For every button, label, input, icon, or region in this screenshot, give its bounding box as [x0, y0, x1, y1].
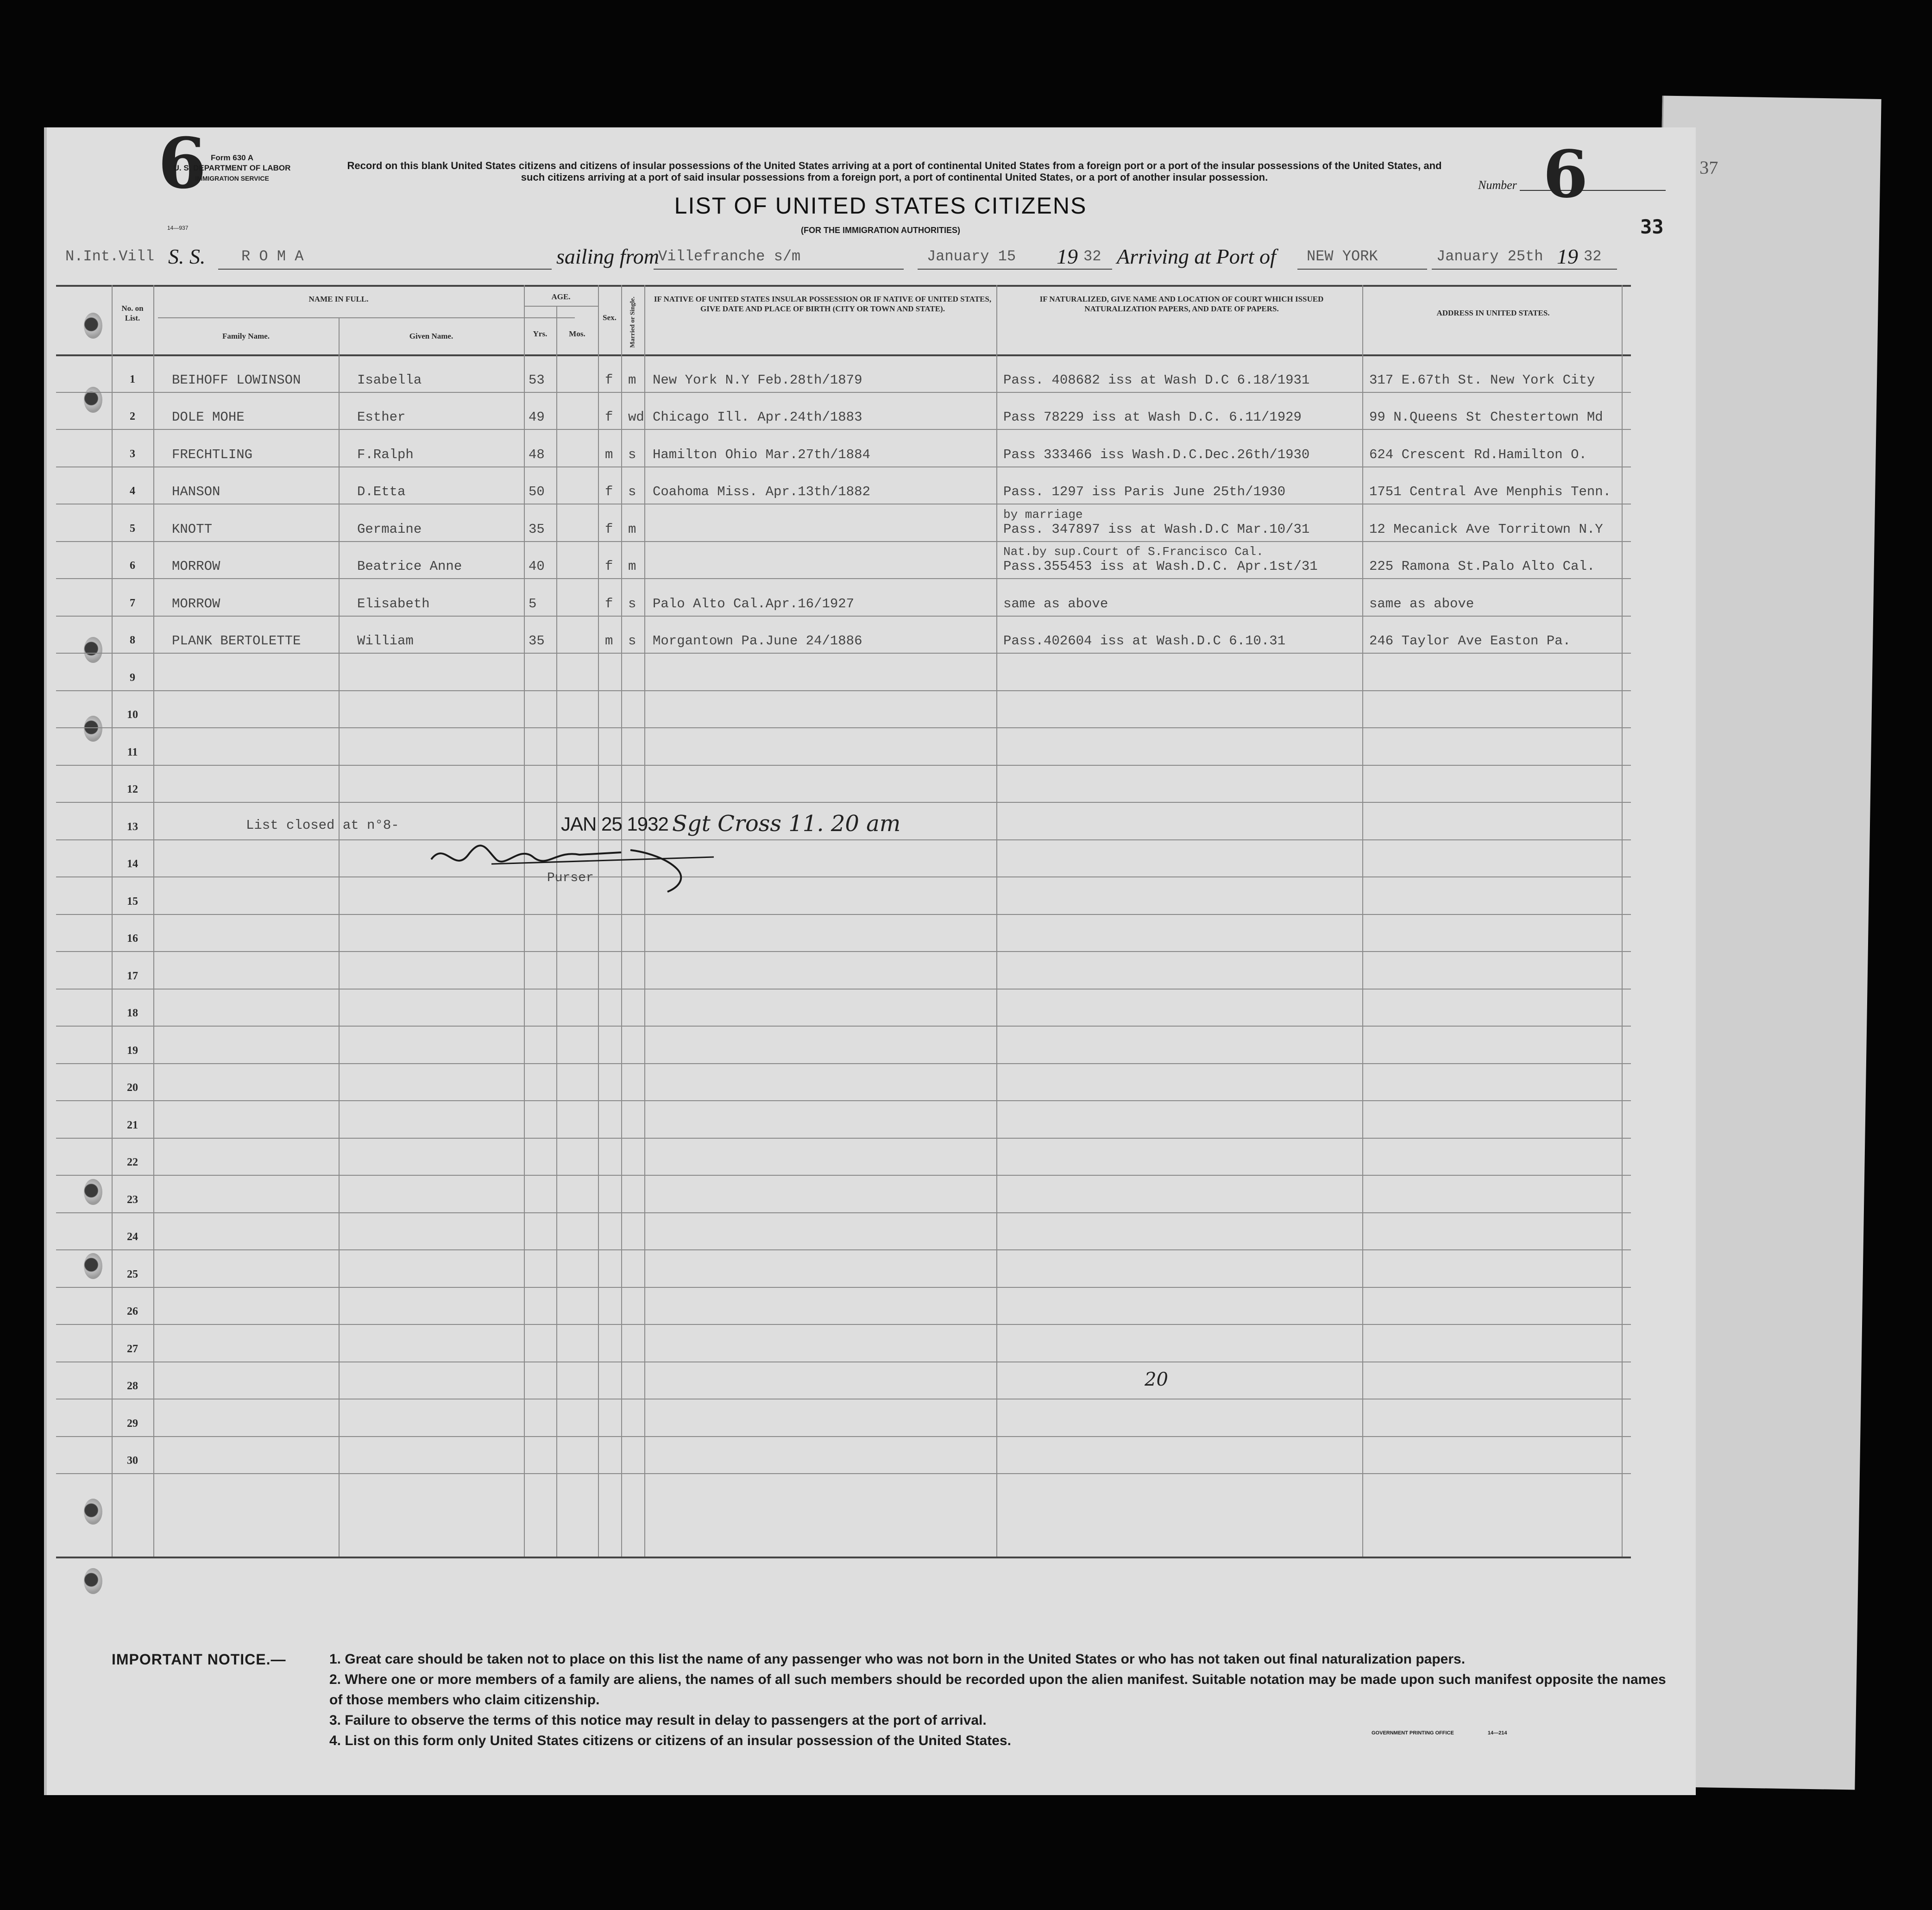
given-name-cell: Beatrice Anne: [357, 559, 462, 574]
stray-mark: 20: [1145, 1369, 1168, 1390]
naturalization-cell: same as above: [1003, 596, 1108, 611]
row-rule: [56, 466, 1631, 467]
list-number: 6: [1543, 137, 1588, 213]
ship-line: [218, 269, 552, 270]
table-bottom-rule: [56, 1557, 1631, 1558]
arrival-date: January 25th: [1436, 248, 1543, 265]
age-years-cell: 53: [529, 372, 545, 388]
address-cell: 246 Taylor Ave Easton Pa.: [1369, 633, 1571, 649]
family-name-cell: PLANK BERTOLETTE: [172, 633, 301, 649]
naturalization-cell: Pass. 347897 iss at Wash.D.C Mar.10/31: [1003, 521, 1310, 537]
row-rule: [56, 1287, 1631, 1288]
col-rule: [556, 306, 557, 1557]
notice-item-1: 1. Great care should be taken not to place on this list the name of any passenger who was not born in the United States or who has not taken out final naturalization papers.: [329, 1652, 1466, 1667]
birth-cell: Palo Alto Cal.Apr.16/1927: [653, 596, 855, 611]
row-number: 12: [127, 783, 138, 795]
row-number: 3: [130, 448, 135, 460]
row-number: 26: [127, 1305, 138, 1317]
arrival-port-line: [1297, 269, 1427, 270]
row-rule: [56, 541, 1631, 542]
row-number: 7: [130, 597, 135, 609]
birth-cell: Chicago Ill. Apr.24th/1883: [653, 410, 862, 425]
row-number: 19: [127, 1044, 138, 1057]
row-number: 22: [127, 1156, 138, 1168]
col-header-age: AGE.: [551, 292, 571, 301]
marital-status-cell: m: [628, 372, 636, 388]
row-number: 6: [130, 560, 135, 572]
sex-cell: f: [605, 372, 613, 388]
naturalization-cell: Pass. 1297 iss Paris June 25th/1930: [1003, 484, 1286, 499]
row-rule: [56, 429, 1631, 430]
department-name: U. S. DEPARTMENT OF LABOR: [173, 164, 291, 172]
arriving-label: Arriving at Port of: [1117, 245, 1276, 268]
row-rule: [56, 1026, 1631, 1027]
record-notice: Record on this blank United States citizens and citizens of insular possessions of the United States arriving at a port of continental United States from a foreign port or a port of the insular possessions of the United States, and such citizens arriving at a port of said insular possessions from a foreign port, a port of continental United States, or a port of another insular possession.: [347, 160, 1442, 183]
sex-cell: m: [605, 447, 613, 462]
ss-label: S. S.: [168, 245, 206, 268]
row-rule: [56, 727, 1631, 728]
row-number: 23: [127, 1193, 138, 1206]
col-rule: [112, 285, 113, 1557]
marital-status-cell: m: [628, 559, 636, 574]
back-sheet-number: 37: [1699, 157, 1718, 178]
list-closed-note: List closed at n°8-: [246, 818, 399, 833]
row-rule: [56, 914, 1631, 915]
row-rule: [56, 1063, 1631, 1064]
row-rule: [56, 1324, 1631, 1325]
depart-date: January 15: [927, 248, 1016, 265]
given-name-cell: William: [357, 633, 414, 649]
row-number: 15: [127, 895, 138, 908]
row-number: 2: [130, 410, 135, 422]
row-rule: [56, 578, 1631, 579]
col-rule: [1622, 285, 1623, 1557]
given-name-cell: Germaine: [357, 521, 422, 537]
family-name-cell: MORROW: [172, 596, 220, 611]
row-number: 27: [127, 1343, 138, 1355]
ship-name: R O M A: [241, 248, 304, 265]
row-number: 25: [127, 1268, 138, 1280]
col-header-no: No. on List.: [121, 304, 144, 322]
sex-cell: f: [605, 410, 613, 425]
row-number: 28: [127, 1380, 138, 1392]
marital-status-cell: s: [628, 633, 636, 649]
form-id: Form 630 A: [211, 153, 253, 162]
row-rule: [56, 690, 1631, 691]
birth-cell: Coahoma Miss. Apr.13th/1882: [653, 484, 870, 499]
age-years-cell: 5: [529, 596, 537, 611]
address-cell: 1751 Central Ave Menphis Tenn.: [1369, 484, 1611, 499]
depart-line: [918, 269, 1112, 270]
col-header-married: Married or Single.: [629, 296, 636, 348]
depart-year: 32: [1083, 248, 1101, 265]
row-number: 1: [130, 373, 135, 385]
row-rule: [56, 839, 1631, 840]
birth-cell: Hamilton Ohio Mar.27th/1884: [653, 447, 870, 462]
row-rule: [56, 392, 1631, 393]
col-header-name: NAME IN FULL.: [308, 295, 369, 303]
row-rule: [56, 1100, 1631, 1101]
from-port-line: [654, 269, 904, 270]
corner-number: 6: [158, 123, 207, 204]
sex-cell: f: [605, 521, 613, 537]
row-number: 29: [127, 1417, 138, 1430]
number-label: Number: [1478, 178, 1517, 192]
birth-cell: New York N.Y Feb.28th/1879: [653, 372, 862, 388]
number-line: [1520, 190, 1666, 191]
given-name-cell: Esther: [357, 410, 406, 425]
family-name-cell: BEIHOFF LOWINSON: [172, 372, 301, 388]
age-years-cell: 50: [529, 484, 545, 499]
row-rule: [56, 1473, 1631, 1474]
given-name-cell: Elisabeth: [357, 596, 430, 611]
header-bottom-rule: [56, 354, 1631, 356]
row-rule: [56, 951, 1631, 952]
naturalization-cell: Pass.402604 iss at Wash.D.C 6.10.31: [1003, 633, 1286, 649]
row-number: 11: [127, 746, 138, 758]
col-rule: [598, 285, 599, 1557]
row-rule: [56, 1138, 1631, 1139]
row-rule: [56, 802, 1631, 803]
page-number: 33: [1640, 215, 1664, 238]
family-name-cell: HANSON: [172, 484, 220, 499]
age-years-cell: 48: [529, 447, 545, 462]
department-header: [149, 153, 315, 183]
naturalization-cell: Pass 333466 iss Wash.D.C.Dec.26th/1930: [1003, 447, 1310, 462]
col-header-mos: Mos.: [569, 329, 585, 338]
page-subtitle: (FOR THE IMMIGRATION AUTHORITIES): [801, 226, 960, 235]
printer-imprint: [1372, 1730, 1507, 1736]
sex-cell: m: [605, 633, 613, 649]
sex-cell: f: [605, 596, 613, 611]
age-years-cell: 35: [529, 633, 545, 649]
naturalization-cell: Pass.355453 iss at Wash.D.C. Apr.1st/31: [1003, 559, 1318, 574]
sex-cell: f: [605, 484, 613, 499]
notice-lead: IMPORTANT NOTICE.—: [112, 1651, 286, 1668]
col-rule: [153, 285, 154, 1557]
naturalization-note: Nat.by sup.Court of S.Francisco Cal.: [1003, 545, 1264, 559]
row-rule: [56, 616, 1631, 617]
col-rule: [621, 285, 622, 1557]
depart-year-prefix: 19: [1057, 245, 1078, 268]
printer-code: 14—214: [1487, 1730, 1507, 1736]
naturalization-note: by marriage: [1003, 507, 1083, 522]
row-number: 9: [130, 671, 135, 684]
naturalization-cell: Pass. 408682 iss at Wash D.C 6.18/1931: [1003, 372, 1310, 388]
row-number: 8: [130, 634, 135, 646]
sex-cell: f: [605, 559, 613, 574]
arrival-year: 32: [1584, 248, 1602, 265]
given-name-cell: Isabella: [357, 372, 422, 388]
row-number: 30: [127, 1455, 138, 1467]
row-rule: [56, 1436, 1631, 1437]
arrival-year-prefix: 19: [1557, 245, 1578, 268]
address-cell: 317 E.67th St. New York City: [1369, 372, 1595, 388]
age-years-cell: 49: [529, 410, 545, 425]
voyage-prefix: N.Int.Vill: [65, 248, 155, 265]
row-rule: [56, 765, 1631, 766]
row-rule: [56, 1249, 1631, 1250]
birth-cell: Morgantown Pa.June 24/1886: [653, 633, 862, 649]
age-years-cell: 35: [529, 521, 545, 537]
col-header-family: Family Name.: [222, 332, 270, 340]
col-header-sex: Sex.: [603, 313, 617, 322]
purser-label: Purser: [547, 871, 594, 885]
row-number: 17: [127, 970, 138, 982]
col-rule: [1362, 285, 1363, 1557]
col-header-naturalized: IF NATURALIZED, GIVE NAME AND LOCATION OF COURT WHICH ISSUED NATURALIZATION PAPERS, AND DATE OF PAPERS.: [1039, 295, 1324, 313]
arrival-port: NEW YORK: [1307, 248, 1378, 265]
col-header-yrs: Yrs.: [533, 329, 548, 338]
from-port: Villefranche s/m: [658, 248, 801, 265]
service-name: IMMIGRATION SERVICE: [195, 175, 269, 182]
col-rule: [524, 285, 525, 1557]
col-header-address: ADDRESS IN UNITED STATES.: [1436, 309, 1550, 317]
marital-status-cell: s: [628, 596, 636, 611]
address-cell: same as above: [1369, 596, 1474, 611]
manifest-page: [44, 123, 1696, 1795]
row-rule: [56, 876, 1631, 877]
marital-status-cell: s: [628, 484, 636, 499]
family-name-cell: DOLE MOHE: [172, 410, 245, 425]
col-header-birth: IF NATIVE OF UNITED STATES INSULAR POSSESSION OR IF NATIVE OF UNITED STATES, GIVE DATE AND PLACE OF BIRTH (CITY OR TOWN AND STATE).: [654, 295, 992, 313]
address-cell: 12 Mecanick Ave Torritown N.Y: [1369, 521, 1603, 537]
row-number: 18: [127, 1007, 138, 1019]
family-name-cell: MORROW: [172, 559, 220, 574]
age-subheader-rule: [524, 306, 598, 307]
family-name-cell: FRECHTLING: [172, 447, 253, 462]
row-number: 14: [127, 858, 138, 870]
notice-item-3: 3. Failure to observe the terms of this notice may result in delay to passengers at the port of arrival.: [329, 1713, 987, 1728]
marital-status-cell: m: [628, 521, 636, 537]
row-rule: [56, 653, 1631, 654]
inspector-note: Sgt Cross 11. 20 am: [672, 811, 901, 837]
date-stamp: JAN 25 1932: [561, 813, 668, 835]
row-number: 24: [127, 1231, 138, 1243]
name-subheader-rule: [158, 317, 575, 318]
naturalization-cell: Pass 78229 iss at Wash D.C. 6.11/1929: [1003, 410, 1302, 425]
row-number: 16: [127, 933, 138, 945]
notice-item-2: 2. Where one or more members of a family are aliens, the names of all such members should be recorded upon the alien manifest. Suitable notation may be made upon such manifest opposite the names of those members who claim citizenship.: [329, 1672, 1666, 1708]
purser-signature: [427, 832, 714, 896]
row-number: 13: [127, 820, 138, 833]
row-number: 21: [127, 1119, 138, 1131]
row-rule: [56, 1175, 1631, 1176]
col-rule: [996, 285, 997, 1557]
address-cell: 624 Crescent Rd.Hamilton O.: [1369, 447, 1587, 462]
address-cell: 99 N.Queens St Chestertown Md: [1369, 410, 1603, 425]
notice-item-4: 4. List on this form only United States citizens or citizens of an insular possession of the United States.: [329, 1733, 1011, 1748]
row-rule: [56, 989, 1631, 990]
sailing-label: sailing from: [556, 245, 659, 268]
given-name-cell: D.Etta: [357, 484, 406, 499]
address-cell: 225 Ramona St.Palo Alto Cal.: [1369, 559, 1595, 574]
col-header-given: Given Name.: [409, 332, 453, 340]
row-number: 20: [127, 1082, 138, 1094]
form-code: 14—937: [167, 225, 189, 231]
given-name-cell: F.Ralph: [357, 447, 414, 462]
row-number: 5: [130, 522, 135, 535]
col-rule: [644, 285, 645, 1557]
arrival-date-line: [1432, 269, 1617, 270]
marital-status-cell: s: [628, 447, 636, 462]
age-years-cell: 40: [529, 559, 545, 574]
row-number: 4: [130, 485, 135, 497]
table-top-rule: [56, 285, 1631, 287]
manifest-table: [47, 285, 1696, 1712]
page-title: LIST OF UNITED STATES CITIZENS: [674, 193, 1087, 219]
row-number: 10: [127, 709, 138, 721]
family-name-cell: KNOTT: [172, 521, 213, 537]
marital-status-cell: wd: [628, 410, 644, 425]
printer-name: GOVERNMENT PRINTING OFFICE: [1372, 1730, 1454, 1736]
row-rule: [56, 1212, 1631, 1213]
